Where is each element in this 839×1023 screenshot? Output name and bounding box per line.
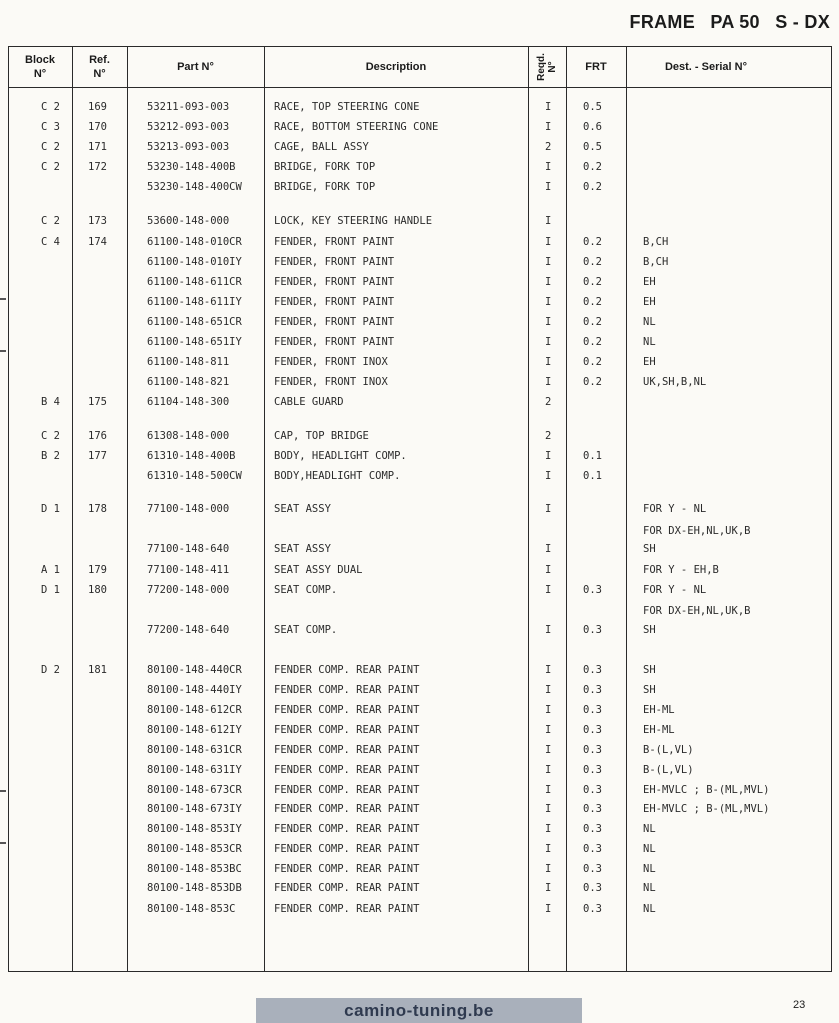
cell-desc: RACE, TOP STEERING CONE xyxy=(274,101,420,113)
cell-part: 53230-148-400B xyxy=(147,161,236,173)
cell-req: I xyxy=(545,101,552,113)
cell-desc: FENDER COMP. REAR PAINT xyxy=(274,823,420,835)
cell-block: D 2 xyxy=(41,664,60,676)
cell-req: I xyxy=(545,316,552,328)
cell-frt: 0.2 xyxy=(583,256,602,268)
cell-block: B 4 xyxy=(41,396,60,408)
cell-frt: 0.3 xyxy=(583,863,602,875)
cell-req: I xyxy=(545,470,552,482)
cell-req: I xyxy=(545,161,552,173)
cell-frt: 0.3 xyxy=(583,882,602,894)
cell-desc: BODY, HEADLIGHT COMP. xyxy=(274,450,407,462)
table-row xyxy=(0,447,839,465)
cell-desc: FENDER COMP. REAR PAINT xyxy=(274,803,420,815)
cell-dest: SH xyxy=(643,664,656,676)
cell-dest: SH xyxy=(643,684,656,696)
binding-mark xyxy=(0,842,6,844)
cell-frt: 0.3 xyxy=(583,784,602,796)
binding-mark xyxy=(0,298,6,300)
cell-part: 61100-148-651CR xyxy=(147,316,242,328)
cell-ref: 172 xyxy=(88,161,107,173)
cell-part: 77100-148-640 xyxy=(147,543,230,555)
header-part: Part N° xyxy=(177,61,214,73)
cell-desc: FENDER COMP. REAR PAINT xyxy=(274,664,420,676)
cell-part: 80100-148-853BC xyxy=(147,863,242,875)
cell-dest: UK,SH,B,NL xyxy=(643,376,707,388)
cell-dest: NL xyxy=(643,316,656,328)
cell-dest: FOR Y - NL xyxy=(643,503,707,515)
cell-desc: CAP, TOP BRIDGE xyxy=(274,430,369,442)
table-row xyxy=(0,158,839,176)
cell-frt: 0.1 xyxy=(583,470,602,482)
table-row xyxy=(0,293,839,311)
cell-desc: FENDER COMP. REAR PAINT xyxy=(274,744,420,756)
cell-desc: RACE, BOTTOM STEERING CONE xyxy=(274,121,439,133)
cell-req: I xyxy=(545,584,552,596)
cell-desc: CABLE GUARD xyxy=(274,396,344,408)
cell-frt: 0.2 xyxy=(583,356,602,368)
cell-frt: 0.3 xyxy=(583,664,602,676)
table-row xyxy=(0,681,839,699)
page-number: 23 xyxy=(793,999,806,1011)
cell-req: I xyxy=(545,764,552,776)
cell-ref: 170 xyxy=(88,121,107,133)
cell-part: 61104-148-300 xyxy=(147,396,230,408)
cell-part: 77200-148-640 xyxy=(147,624,230,636)
cell-req: I xyxy=(545,181,552,193)
cell-desc: FENDER, FRONT INOX xyxy=(274,356,388,368)
cell-part: 53230-148-400CW xyxy=(147,181,242,193)
cell-frt: 0.3 xyxy=(583,624,602,636)
cell-req: I xyxy=(545,744,552,756)
watermark-text: camino-tuning.be xyxy=(344,1000,494,1020)
cell-req: I xyxy=(545,664,552,676)
cell-req: I xyxy=(545,336,552,348)
cell-dest: B-(L,VL) xyxy=(643,764,694,776)
cell-req: I xyxy=(545,236,552,248)
cell-block: A 1 xyxy=(41,564,60,576)
cell-req: I xyxy=(545,882,552,894)
header-block: Block N° xyxy=(25,54,55,80)
cell-part: 77200-148-000 xyxy=(147,584,230,596)
table-row xyxy=(0,98,839,116)
table-row xyxy=(0,820,839,838)
header-bottom-rule xyxy=(8,87,831,88)
cell-part: 80100-148-673CR xyxy=(147,784,242,796)
cell-part: 53211-093-003 xyxy=(147,101,230,113)
cell-frt: 0.2 xyxy=(583,376,602,388)
cell-desc: FENDER COMP. REAR PAINT xyxy=(274,863,420,875)
cell-part: 80100-148-853IY xyxy=(147,823,242,835)
table-row xyxy=(0,212,839,230)
table-row xyxy=(0,178,839,196)
cell-part: 80100-148-612IY xyxy=(147,724,242,736)
table-row xyxy=(0,860,839,878)
cell-dest: FOR DX-EH,NL,UK,B xyxy=(643,605,751,617)
table-row xyxy=(0,427,839,445)
cell-block: C 2 xyxy=(41,161,60,173)
cell-frt: 0.1 xyxy=(583,450,602,462)
cell-part: 80100-148-631CR xyxy=(147,744,242,756)
table-row xyxy=(0,602,839,620)
page-title xyxy=(560,12,830,34)
cell-frt: 0.3 xyxy=(583,803,602,815)
table-row xyxy=(0,313,839,331)
cell-part: 53212-093-003 xyxy=(147,121,230,133)
cell-req: I xyxy=(545,684,552,696)
cell-req: I xyxy=(545,843,552,855)
cell-req: I xyxy=(545,823,552,835)
cell-ref: 179 xyxy=(88,564,107,576)
cell-dest: FOR DX-EH,NL,UK,B xyxy=(643,525,751,537)
cell-desc: FENDER COMP. REAR PAINT xyxy=(274,882,420,894)
table-row xyxy=(0,467,839,485)
cell-dest: EH-ML xyxy=(643,704,675,716)
table-row xyxy=(0,373,839,391)
cell-desc: LOCK, KEY STEERING HANDLE xyxy=(274,215,433,227)
cell-dest: SH xyxy=(643,543,656,555)
cell-desc: SEAT COMP. xyxy=(274,584,338,596)
cell-desc: BRIDGE, FORK TOP xyxy=(274,181,376,193)
table-row xyxy=(0,879,839,897)
table-row xyxy=(0,761,839,779)
cell-desc: SEAT ASSY xyxy=(274,543,331,555)
table-row xyxy=(0,900,839,918)
cell-part: 61100-148-611CR xyxy=(147,276,242,288)
cell-part: 80100-148-853CR xyxy=(147,843,242,855)
cell-block: C 3 xyxy=(41,121,60,133)
header-frt: FRT xyxy=(585,61,607,73)
table-row xyxy=(0,661,839,679)
table-row xyxy=(0,333,839,351)
cell-dest: FOR Y - EH,B xyxy=(643,564,719,576)
cell-block: D 1 xyxy=(41,503,60,515)
cell-part: 61100-148-010IY xyxy=(147,256,242,268)
title-variant: S - DX xyxy=(775,12,830,32)
table-row xyxy=(0,540,839,558)
title-frame: FRAME xyxy=(629,12,696,32)
cell-part: 80100-148-853C xyxy=(147,903,236,915)
cell-desc: FENDER, FRONT PAINT xyxy=(274,336,395,348)
cell-frt: 0.5 xyxy=(583,101,602,113)
cell-ref: 178 xyxy=(88,503,107,515)
cell-block: C 2 xyxy=(41,101,60,113)
cell-req: 2 xyxy=(545,396,552,408)
cell-dest: EH xyxy=(643,296,656,308)
cell-dest: EH xyxy=(643,276,656,288)
table-row xyxy=(0,393,839,411)
cell-req: I xyxy=(545,624,552,636)
cell-req: I xyxy=(545,863,552,875)
cell-req: I xyxy=(545,296,552,308)
cell-frt: 0.3 xyxy=(583,823,602,835)
cell-frt: 0.3 xyxy=(583,764,602,776)
cell-part: 80100-148-612CR xyxy=(147,704,242,716)
table-row xyxy=(0,561,839,579)
cell-req: I xyxy=(545,356,552,368)
cell-dest: B-(L,VL) xyxy=(643,744,694,756)
cell-block: C 2 xyxy=(41,141,60,153)
table-row xyxy=(0,701,839,719)
cell-req: I xyxy=(545,784,552,796)
cell-desc: FENDER COMP. REAR PAINT xyxy=(274,684,420,696)
table-row xyxy=(0,500,839,518)
cell-desc: SEAT ASSY xyxy=(274,503,331,515)
cell-frt: 0.3 xyxy=(583,744,602,756)
cell-block: B 2 xyxy=(41,450,60,462)
cell-ref: 175 xyxy=(88,396,107,408)
cell-dest: NL xyxy=(643,863,656,875)
cell-desc: FENDER, FRONT PAINT xyxy=(274,276,395,288)
cell-req: I xyxy=(545,704,552,716)
cell-desc: FENDER COMP. REAR PAINT xyxy=(274,704,420,716)
cell-ref: 181 xyxy=(88,664,107,676)
cell-part: 80100-148-631IY xyxy=(147,764,242,776)
cell-dest: NL xyxy=(643,882,656,894)
cell-dest: B,CH xyxy=(643,256,669,268)
cell-part: 77100-148-411 xyxy=(147,564,230,576)
cell-ref: 180 xyxy=(88,584,107,596)
cell-part: 53600-148-000 xyxy=(147,215,230,227)
cell-part: 80100-148-440CR xyxy=(147,664,242,676)
cell-part: 61100-148-611IY xyxy=(147,296,242,308)
title-model: PA 50 xyxy=(710,12,760,32)
table-row xyxy=(0,522,839,540)
cell-ref: 169 xyxy=(88,101,107,113)
binding-mark xyxy=(0,350,6,352)
cell-dest: EH-MVLC ; B-(ML,MVL) xyxy=(643,803,770,815)
cell-desc: FENDER, FRONT INOX xyxy=(274,376,388,388)
cell-ref: 171 xyxy=(88,141,107,153)
cell-ref: 174 xyxy=(88,236,107,248)
cell-desc: FENDER COMP. REAR PAINT xyxy=(274,724,420,736)
cell-frt: 0.6 xyxy=(583,121,602,133)
cell-part: 80100-148-673IY xyxy=(147,803,242,815)
cell-desc: SEAT COMP. xyxy=(274,624,338,636)
cell-frt: 0.3 xyxy=(583,724,602,736)
table-row xyxy=(0,781,839,799)
cell-ref: 176 xyxy=(88,430,107,442)
cell-req: 2 xyxy=(545,141,552,153)
cell-part: 61310-148-500CW xyxy=(147,470,242,482)
cell-frt: 0.2 xyxy=(583,181,602,193)
table-row xyxy=(0,118,839,136)
cell-desc: BRIDGE, FORK TOP xyxy=(274,161,376,173)
cell-req: I xyxy=(545,564,552,576)
cell-dest: B,CH xyxy=(643,236,669,248)
cell-req: I xyxy=(545,724,552,736)
cell-dest: NL xyxy=(643,336,656,348)
cell-frt: 0.3 xyxy=(583,903,602,915)
cell-dest: EH-MVLC ; B-(ML,MVL) xyxy=(643,784,770,796)
cell-block: C 2 xyxy=(41,430,60,442)
table-row xyxy=(0,253,839,271)
cell-part: 61100-148-010CR xyxy=(147,236,242,248)
cell-req: I xyxy=(545,376,552,388)
cell-req: I xyxy=(545,256,552,268)
cell-req: I xyxy=(545,121,552,133)
cell-req: I xyxy=(545,543,552,555)
cell-desc: FENDER COMP. REAR PAINT xyxy=(274,903,420,915)
cell-dest: EH xyxy=(643,356,656,368)
header-dest: Dest. - Serial N° xyxy=(664,61,748,73)
table-row xyxy=(0,353,839,371)
cell-frt: 0.5 xyxy=(583,141,602,153)
table-row xyxy=(0,621,839,639)
cell-req: I xyxy=(545,903,552,915)
cell-part: 61100-148-811 xyxy=(147,356,230,368)
cell-ref: 177 xyxy=(88,450,107,462)
table-row xyxy=(0,138,839,156)
binding-mark xyxy=(0,790,6,792)
table-bottom-rule xyxy=(8,971,831,972)
cell-dest: SH xyxy=(643,624,656,636)
cell-desc: FENDER, FRONT PAINT xyxy=(274,256,395,268)
cell-frt: 0.3 xyxy=(583,684,602,696)
cell-block: D 1 xyxy=(41,584,60,596)
cell-desc: CAGE, BALL ASSY xyxy=(274,141,369,153)
cell-req: I xyxy=(545,503,552,515)
cell-req: 2 xyxy=(545,430,552,442)
table-row xyxy=(0,741,839,759)
cell-block: C 4 xyxy=(41,236,60,248)
cell-req: I xyxy=(545,215,552,227)
cell-frt: 0.2 xyxy=(583,161,602,173)
cell-frt: 0.2 xyxy=(583,336,602,348)
cell-desc: SEAT ASSY DUAL xyxy=(274,564,363,576)
table-top-rule xyxy=(8,46,831,47)
cell-desc: BODY,HEADLIGHT COMP. xyxy=(274,470,401,482)
cell-dest: EH-ML xyxy=(643,724,675,736)
header-reqd: Reqd. N° xyxy=(536,53,558,81)
cell-frt: 0.2 xyxy=(583,236,602,248)
cell-frt: 0.3 xyxy=(583,584,602,596)
table-row xyxy=(0,233,839,251)
cell-frt: 0.2 xyxy=(583,276,602,288)
cell-part: 80100-148-440IY xyxy=(147,684,242,696)
cell-part: 61310-148-400B xyxy=(147,450,236,462)
table-row xyxy=(0,840,839,858)
cell-frt: 0.2 xyxy=(583,316,602,328)
cell-ref: 173 xyxy=(88,215,107,227)
cell-desc: FENDER, FRONT PAINT xyxy=(274,316,395,328)
cell-frt: 0.3 xyxy=(583,704,602,716)
cell-part: 61100-148-821 xyxy=(147,376,230,388)
cell-desc: FENDER COMP. REAR PAINT xyxy=(274,843,420,855)
header-description: Description xyxy=(365,61,427,73)
cell-desc: FENDER COMP. REAR PAINT xyxy=(274,764,420,776)
cell-frt: 0.2 xyxy=(583,296,602,308)
cell-dest: FOR Y - NL xyxy=(643,584,707,596)
cell-desc: FENDER, FRONT PAINT xyxy=(274,296,395,308)
cell-part: 77100-148-000 xyxy=(147,503,230,515)
table-row xyxy=(0,581,839,599)
cell-block: C 2 xyxy=(41,215,60,227)
cell-part: 80100-148-853DB xyxy=(147,882,242,894)
table-row xyxy=(0,800,839,818)
table-row xyxy=(0,721,839,739)
cell-dest: NL xyxy=(643,823,656,835)
cell-frt: 0.3 xyxy=(583,843,602,855)
table-row xyxy=(0,273,839,291)
cell-dest: NL xyxy=(643,843,656,855)
cell-desc: FENDER, FRONT PAINT xyxy=(274,236,395,248)
cell-part: 53213-093-003 xyxy=(147,141,230,153)
cell-part: 61308-148-000 xyxy=(147,430,230,442)
cell-desc: FENDER COMP. REAR PAINT xyxy=(274,784,420,796)
cell-req: I xyxy=(545,450,552,462)
cell-req: I xyxy=(545,803,552,815)
watermark-banner xyxy=(256,998,582,1023)
header-ref: Ref. N° xyxy=(89,54,110,80)
cell-part: 61100-148-651IY xyxy=(147,336,242,348)
cell-dest: NL xyxy=(643,903,656,915)
cell-req: I xyxy=(545,276,552,288)
